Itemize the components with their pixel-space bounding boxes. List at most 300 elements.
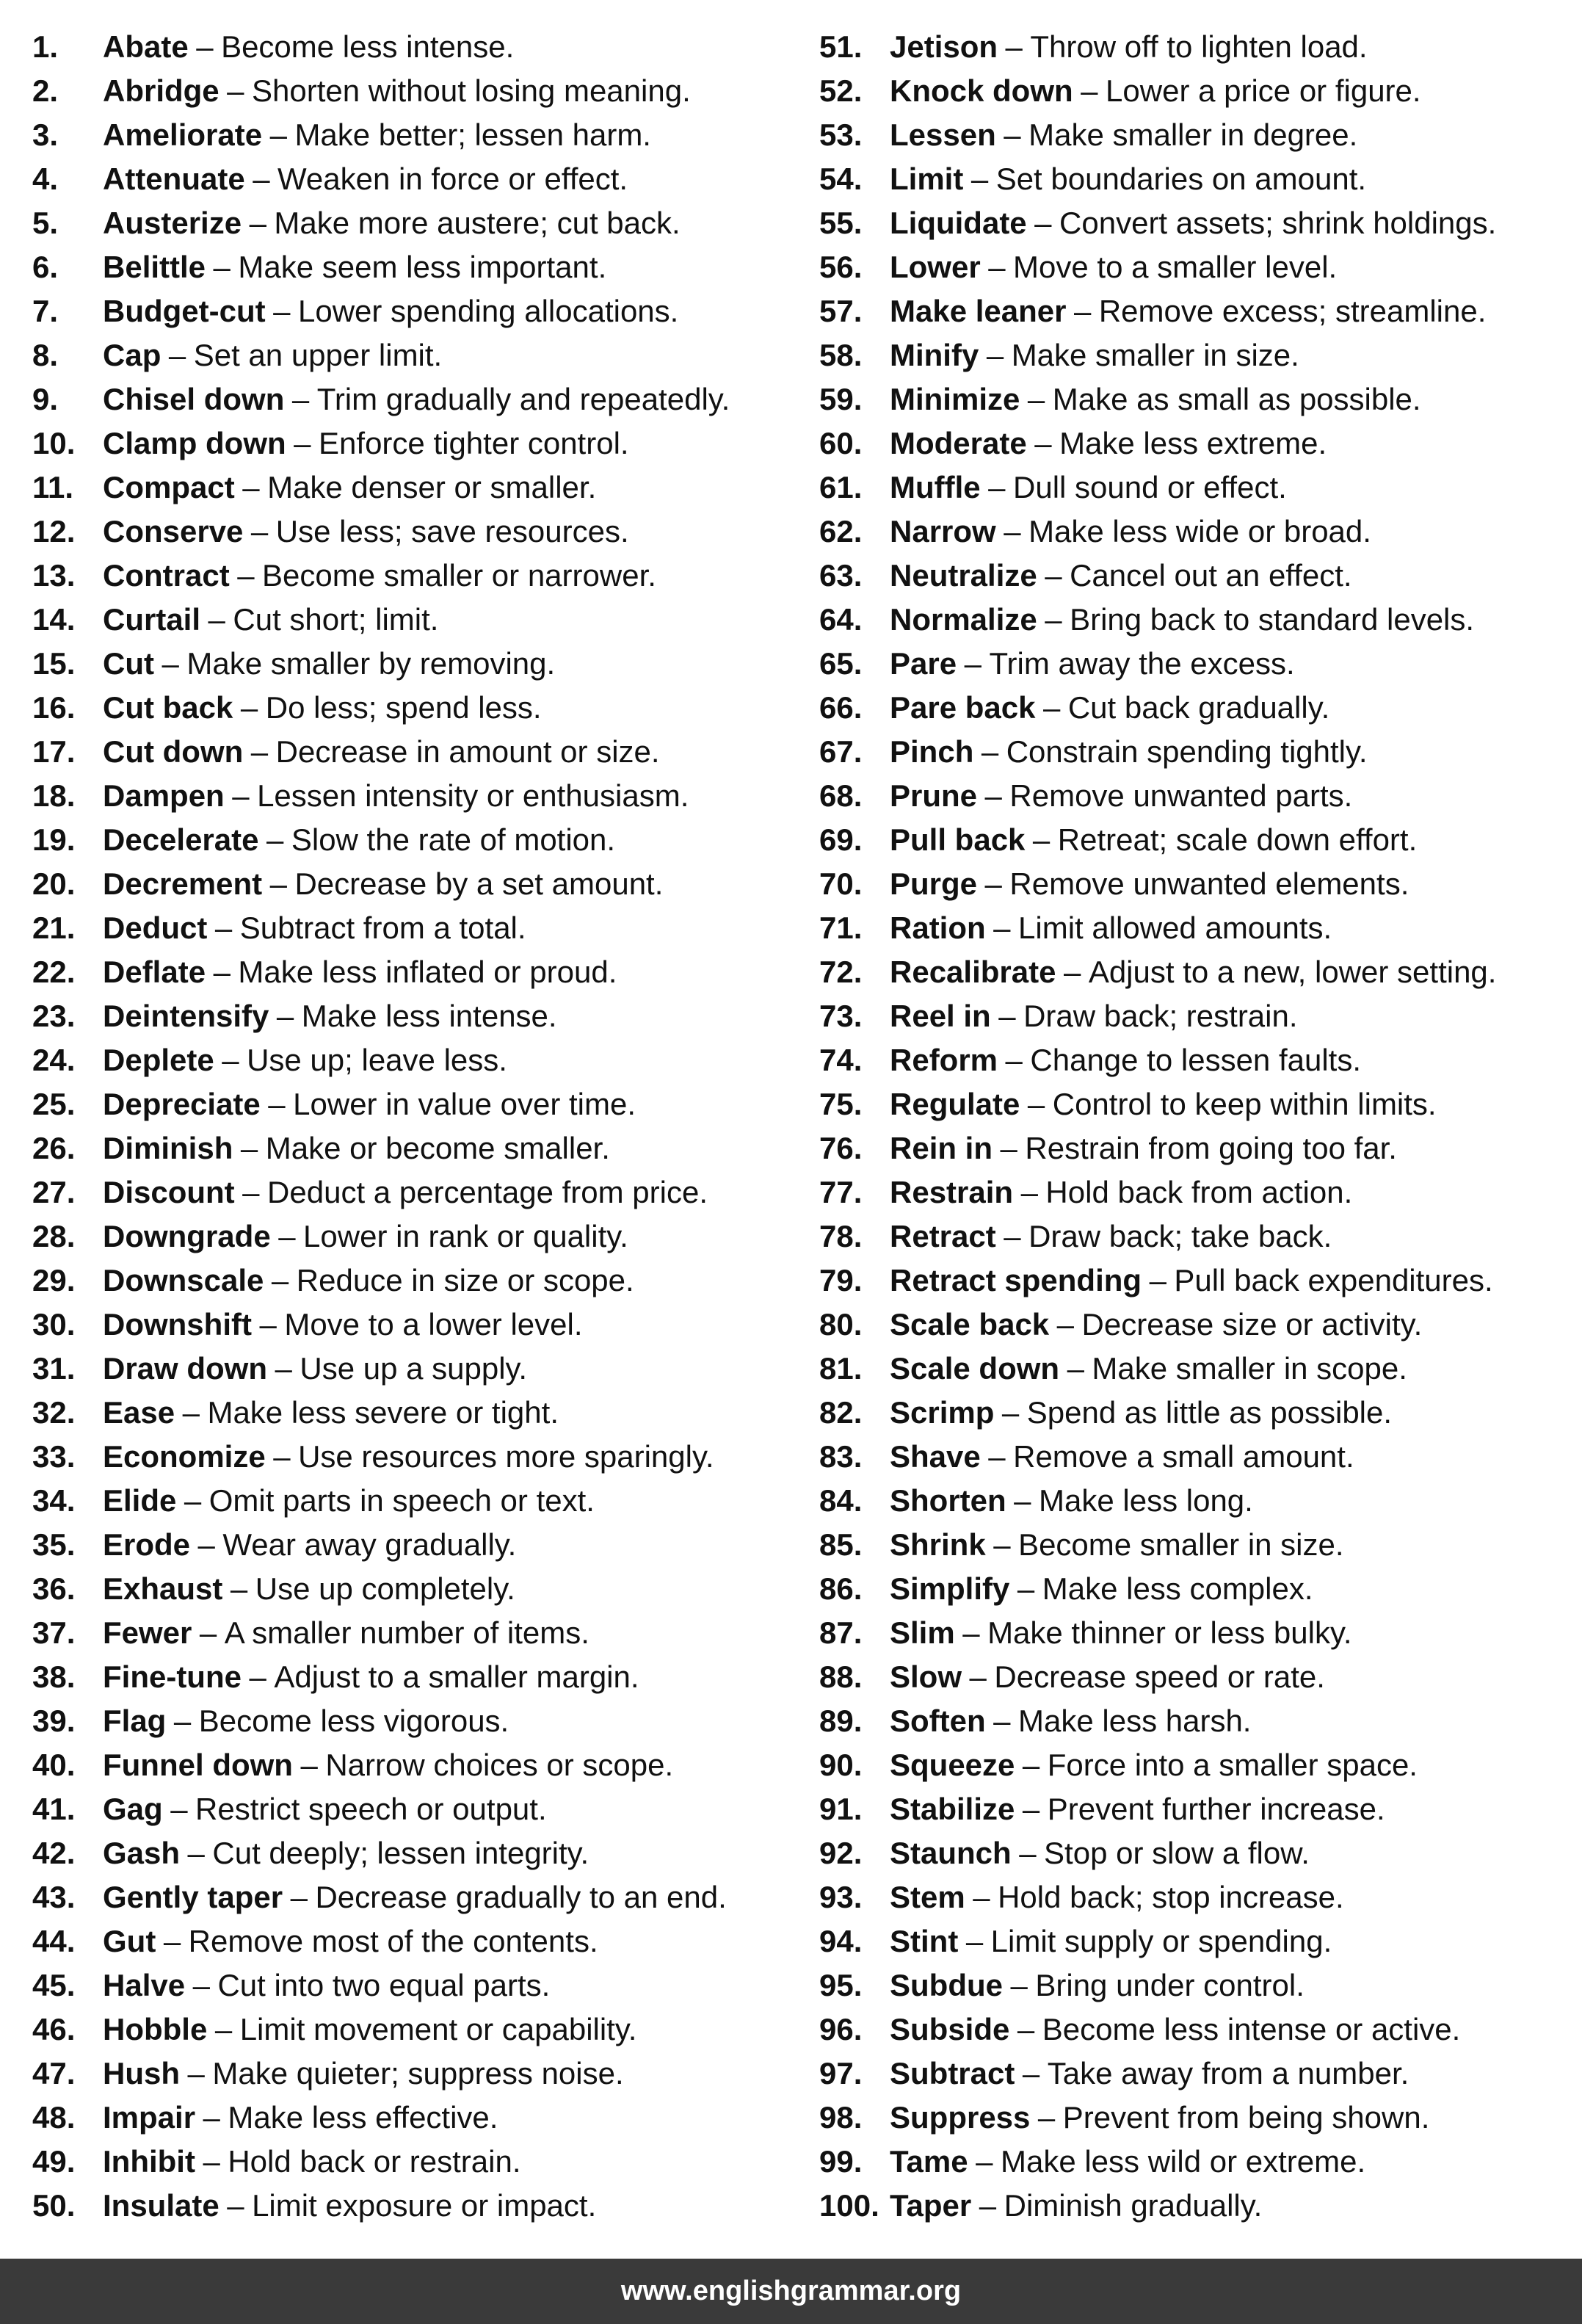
- list-item: [819, 1699, 1559, 1743]
- list-item: [819, 377, 1559, 421]
- item-definition: Make less extreme.: [1059, 426, 1327, 460]
- item-term: Pare back: [890, 690, 1036, 725]
- list-item: [32, 2096, 819, 2140]
- list-item: [819, 730, 1559, 774]
- item-term: Muffle: [890, 470, 981, 504]
- item-number: 49.: [32, 2144, 76, 2179]
- item-term: Fewer: [103, 1615, 192, 1650]
- item-definition: Remove unwanted elements.: [1009, 866, 1409, 901]
- item-number: 90.: [819, 1748, 863, 1782]
- item-definition: Make thinner or less bulky.: [987, 1615, 1352, 1650]
- item-number: 35.: [32, 1527, 76, 1562]
- item-number: 78.: [819, 1219, 863, 1253]
- item-number: 62.: [819, 514, 863, 549]
- list-item: [32, 2140, 819, 2184]
- list-item: [32, 1391, 819, 1435]
- item-separator: –: [964, 646, 982, 681]
- list-item: [819, 1523, 1559, 1567]
- website-link[interactable]: www.englishgrammar.org: [620, 2276, 962, 2306]
- list-item: [32, 994, 819, 1038]
- item-term: Draw down: [103, 1351, 268, 1386]
- item-separator: –: [988, 250, 1006, 284]
- item-separator: –: [214, 2012, 233, 2046]
- list-item: [32, 554, 819, 598]
- item-number: 54.: [819, 162, 863, 196]
- item-definition: Make more austere; cut back.: [274, 206, 681, 240]
- list-item: [819, 1391, 1559, 1435]
- list-item: [32, 157, 819, 201]
- list-item: [32, 1743, 819, 1787]
- item-term: Depreciate: [103, 1087, 261, 1121]
- list-item: [819, 2008, 1559, 2052]
- item-definition: Set an upper limit.: [193, 338, 443, 372]
- item-number: 28.: [32, 1219, 76, 1253]
- item-term: Cap: [103, 338, 162, 372]
- item-separator: –: [984, 866, 1002, 901]
- item-number: 41.: [32, 1792, 76, 1826]
- item-separator: –: [1000, 1131, 1017, 1165]
- list-item: [819, 1567, 1559, 1611]
- item-separator: –: [213, 955, 231, 989]
- list-item: [819, 1787, 1559, 1831]
- item-separator: –: [273, 294, 291, 328]
- list-item: [32, 642, 819, 686]
- item-definition: Make less inflated or proud.: [238, 955, 617, 989]
- item-definition: Remove unwanted parts.: [1009, 778, 1353, 813]
- item-definition: Remove a small amount.: [1013, 1439, 1354, 1474]
- item-term: Pinch: [890, 734, 974, 769]
- item-separator: –: [273, 1439, 291, 1474]
- item-number: 19.: [32, 822, 76, 857]
- list-item: [819, 950, 1559, 994]
- item-separator: –: [1005, 1043, 1023, 1077]
- item-term: Restrain: [890, 1175, 1014, 1209]
- item-term: Dampen: [103, 778, 225, 813]
- item-separator: –: [1022, 1792, 1040, 1826]
- item-term: Liquidate: [890, 206, 1027, 240]
- item-term: Abate: [103, 29, 189, 64]
- item-number: 47.: [32, 2056, 76, 2090]
- item-definition: Spend as little as possible.: [1026, 1395, 1393, 1430]
- item-separator: –: [278, 1219, 296, 1253]
- item-definition: Make as small as possible.: [1052, 382, 1421, 416]
- item-term: Downscale: [103, 1263, 264, 1297]
- item-term: Compact: [103, 470, 235, 504]
- item-separator: –: [993, 1704, 1011, 1738]
- item-definition: Cut deeply; lessen integrity.: [212, 1836, 589, 1870]
- item-definition: Make less wild or extreme.: [1000, 2144, 1366, 2179]
- item-number: 55.: [819, 206, 863, 240]
- item-number: 77.: [819, 1175, 863, 1209]
- item-definition: Lessen intensity or enthusiasm.: [257, 778, 689, 813]
- list-item: [819, 994, 1559, 1038]
- item-term: Neutralize: [890, 558, 1037, 593]
- item-definition: Change to lessen faults.: [1030, 1043, 1362, 1077]
- item-separator: –: [240, 690, 258, 725]
- list-item: [819, 862, 1559, 906]
- item-separator: –: [232, 778, 250, 813]
- item-definition: Enforce tighter control.: [319, 426, 629, 460]
- list-item: [32, 818, 819, 862]
- item-separator: –: [1027, 1087, 1045, 1121]
- item-separator: –: [1042, 690, 1061, 725]
- item-term: Stabilize: [890, 1792, 1015, 1826]
- item-separator: –: [1022, 1748, 1040, 1782]
- item-term: Exhaust: [103, 1571, 223, 1606]
- list-item: [32, 686, 819, 730]
- item-number: 72.: [819, 955, 863, 989]
- item-separator: –: [1149, 1263, 1166, 1297]
- item-separator: –: [214, 911, 233, 945]
- item-number: 97.: [819, 2056, 863, 2090]
- item-number: 66.: [819, 690, 863, 725]
- item-number: 58.: [819, 338, 863, 372]
- item-term: Lower: [890, 250, 981, 284]
- item-definition: Draw back; take back.: [1028, 1219, 1332, 1253]
- item-definition: Trim gradually and repeatedly.: [316, 382, 730, 416]
- list-item: [32, 113, 819, 157]
- item-separator: –: [242, 470, 260, 504]
- item-definition: Throw off to lighten load.: [1030, 29, 1368, 64]
- item-definition: Become smaller in size.: [1018, 1527, 1344, 1562]
- item-number: 60.: [819, 426, 863, 460]
- list-item: [32, 1875, 819, 1919]
- item-definition: Control to keep within limits.: [1052, 1087, 1437, 1121]
- list-item: [819, 157, 1559, 201]
- list-item: [819, 1831, 1559, 1875]
- item-definition: Make less wide or broad.: [1028, 514, 1371, 549]
- item-number: 74.: [819, 1043, 863, 1077]
- item-definition: Become less intense.: [221, 29, 515, 64]
- list-item: [32, 950, 819, 994]
- item-term: Clamp down: [103, 426, 286, 460]
- item-number: 52.: [819, 73, 863, 108]
- left-column: [32, 25, 819, 2228]
- item-number: 38.: [32, 1659, 76, 1694]
- list-item: [819, 1038, 1559, 1082]
- item-number: 96.: [819, 2012, 863, 2046]
- item-number: 26.: [32, 1131, 76, 1165]
- item-number: 27.: [32, 1175, 76, 1209]
- list-item: [32, 466, 819, 510]
- item-term: Deflate: [103, 955, 206, 989]
- item-definition: Decrease by a set amount.: [294, 866, 664, 901]
- item-definition: Become less vigorous.: [198, 1704, 509, 1738]
- list-item: [819, 642, 1559, 686]
- item-definition: Make seem less important.: [238, 250, 607, 284]
- item-number: 13.: [32, 558, 76, 593]
- list-item: [32, 1567, 819, 1611]
- item-term: Squeeze: [890, 1748, 1015, 1782]
- list-item: [819, 1963, 1559, 2008]
- item-number: 87.: [819, 1615, 863, 1650]
- item-definition: Make quieter; suppress noise.: [212, 2056, 624, 2090]
- item-separator: –: [182, 1395, 200, 1430]
- list-item: [819, 2052, 1559, 2096]
- list-item: [32, 1831, 819, 1875]
- item-term: Scrimp: [890, 1395, 995, 1430]
- item-term: Shorten: [890, 1483, 1006, 1518]
- item-separator: –: [1022, 2056, 1040, 2090]
- item-number: 30.: [32, 1307, 76, 1342]
- item-separator: –: [1004, 514, 1021, 549]
- item-number: 45.: [32, 1968, 76, 2002]
- item-separator: –: [998, 999, 1016, 1033]
- item-definition: Become smaller or narrower.: [262, 558, 656, 593]
- item-separator: –: [984, 778, 1002, 813]
- item-term: Knock down: [890, 73, 1073, 108]
- item-separator: –: [969, 1659, 987, 1694]
- item-definition: Diminish gradually.: [1004, 2188, 1263, 2223]
- item-number: 83.: [819, 1439, 863, 1474]
- item-term: Rein in: [890, 1131, 993, 1165]
- item-definition: Draw back; restrain.: [1023, 999, 1298, 1033]
- item-definition: Prevent further increase.: [1047, 1792, 1385, 1826]
- item-definition: Retreat; scale down effort.: [1057, 822, 1418, 857]
- item-number: 82.: [819, 1395, 863, 1430]
- item-number: 68.: [819, 778, 863, 813]
- item-number: 36.: [32, 1571, 76, 1606]
- item-term: Slim: [890, 1615, 955, 1650]
- item-term: Gash: [103, 1836, 181, 1870]
- list-item: [819, 333, 1559, 377]
- item-separator: –: [1019, 1836, 1037, 1870]
- list-item: [819, 2096, 1559, 2140]
- item-separator: –: [208, 602, 225, 637]
- item-separator: –: [988, 1439, 1006, 1474]
- item-separator: –: [1014, 1483, 1031, 1518]
- item-term: Inhibit: [103, 2144, 195, 2179]
- item-number: 37.: [32, 1615, 76, 1650]
- list-item: [32, 333, 819, 377]
- list-item: [32, 1919, 819, 1963]
- list-item: [32, 1787, 819, 1831]
- list-item: [819, 1919, 1559, 1963]
- item-number: 65.: [819, 646, 863, 681]
- list-item: [819, 686, 1559, 730]
- item-term: Subtract: [890, 2056, 1015, 2090]
- item-term: Diminish: [103, 1131, 233, 1165]
- item-separator: –: [1034, 206, 1052, 240]
- item-separator: –: [986, 338, 1004, 372]
- item-term: Minify: [890, 338, 979, 372]
- item-term: Reel in: [890, 999, 991, 1033]
- item-number: 16.: [32, 690, 76, 725]
- list-item: [32, 2184, 819, 2228]
- item-definition: Make less long.: [1039, 1483, 1253, 1518]
- item-definition: Cut short; limit.: [233, 602, 439, 637]
- item-definition: Lower spending allocations.: [298, 294, 679, 328]
- list-item: [819, 25, 1559, 69]
- item-separator: –: [993, 911, 1011, 945]
- item-separator: –: [1004, 117, 1021, 152]
- item-term: Chisel down: [103, 382, 285, 416]
- item-definition: Make less effective.: [228, 2100, 498, 2135]
- item-number: 6.: [32, 250, 59, 284]
- item-separator: –: [240, 1131, 258, 1165]
- list-item: [819, 1170, 1559, 1215]
- item-separator: –: [222, 1043, 239, 1077]
- item-definition: Weaken in force or effect.: [277, 162, 628, 196]
- item-term: Impair: [103, 2100, 196, 2135]
- item-number: 29.: [32, 1263, 76, 1297]
- item-separator: –: [249, 1659, 266, 1694]
- list-item: [819, 1875, 1559, 1919]
- item-number: 4.: [32, 162, 59, 196]
- item-separator: –: [1056, 1307, 1075, 1342]
- item-separator: –: [294, 426, 311, 460]
- list-item: [819, 466, 1559, 510]
- item-definition: Dull sound or effect.: [1013, 470, 1287, 504]
- right-column: [819, 25, 1559, 2228]
- item-definition: Hold back from action.: [1045, 1175, 1353, 1209]
- list-item: [32, 862, 819, 906]
- item-definition: Become less intense or active.: [1042, 2012, 1461, 2046]
- item-term: Erode: [103, 1527, 191, 1562]
- item-number: 7.: [32, 294, 59, 328]
- item-term: Economize: [103, 1439, 266, 1474]
- item-term: Gag: [103, 1792, 163, 1826]
- item-definition: Shorten without losing meaning.: [252, 73, 691, 108]
- item-definition: Wear away gradually.: [222, 1527, 517, 1562]
- item-number: 34.: [32, 1483, 76, 1518]
- list-item: [32, 1347, 819, 1391]
- list-item: [32, 1082, 819, 1126]
- list-item: [32, 1523, 819, 1567]
- item-separator: –: [962, 1615, 980, 1650]
- item-number: 91.: [819, 1792, 863, 1826]
- item-separator: –: [227, 73, 244, 108]
- item-number: 10.: [32, 426, 76, 460]
- item-number: 33.: [32, 1439, 76, 1474]
- item-number: 99.: [819, 2144, 863, 2179]
- item-number: 18.: [32, 778, 76, 813]
- list-item: [32, 421, 819, 466]
- item-definition: Make smaller in degree.: [1028, 117, 1358, 152]
- item-number: 88.: [819, 1659, 863, 1694]
- item-definition: Omit parts in speech or text.: [208, 1483, 595, 1518]
- item-separator: –: [242, 1175, 260, 1209]
- item-number: 8.: [32, 338, 59, 372]
- item-separator: –: [275, 1351, 292, 1386]
- list-item: [32, 1611, 819, 1655]
- item-separator: –: [300, 1748, 318, 1782]
- item-number: 39.: [32, 1704, 76, 1738]
- item-number: 15.: [32, 646, 76, 681]
- item-definition: Lower a price or figure.: [1106, 73, 1421, 108]
- item-term: Gently taper: [103, 1880, 283, 1914]
- item-number: 51.: [819, 29, 863, 64]
- list-item: [819, 1215, 1559, 1259]
- item-number: 17.: [32, 734, 76, 769]
- item-number: 9.: [32, 382, 59, 416]
- item-number: 67.: [819, 734, 863, 769]
- item-term: Ameliorate: [103, 117, 263, 152]
- item-term: Pare: [890, 646, 957, 681]
- item-number: 81.: [819, 1351, 863, 1386]
- list-item: [32, 1038, 819, 1082]
- item-term: Simplify: [890, 1571, 1010, 1606]
- item-number: 3.: [32, 117, 59, 152]
- item-definition: Decrease in amount or size.: [275, 734, 660, 769]
- item-definition: Make smaller in scope.: [1092, 1351, 1407, 1386]
- item-separator: –: [192, 1968, 210, 2002]
- item-definition: Make smaller in size.: [1011, 338, 1299, 372]
- item-definition: Limit exposure or impact.: [252, 2188, 597, 2223]
- item-definition: Deduct a percentage from price.: [267, 1175, 708, 1209]
- item-number: 23.: [32, 999, 76, 1033]
- item-term: Gut: [103, 1924, 156, 1958]
- item-definition: Prevent from being shown.: [1062, 2100, 1430, 2135]
- item-number: 40.: [32, 1748, 76, 1782]
- item-number: 89.: [819, 1704, 863, 1738]
- item-number: 46.: [32, 2012, 76, 2046]
- item-separator: –: [184, 1483, 202, 1518]
- item-definition: Constrain spending tightly.: [1006, 734, 1368, 769]
- item-term: Lessen: [890, 117, 996, 152]
- item-separator: –: [973, 1880, 990, 1914]
- item-definition: Convert assets; shrink holdings.: [1059, 206, 1497, 240]
- list-item: [32, 245, 819, 289]
- item-term: Flag: [103, 1704, 167, 1738]
- item-definition: Move to a smaller level.: [1013, 250, 1338, 284]
- item-number: 31.: [32, 1351, 76, 1386]
- list-item: [819, 289, 1559, 333]
- item-definition: Stop or slow a flow.: [1044, 1836, 1310, 1870]
- item-term: Slow: [890, 1659, 962, 1694]
- item-number: 86.: [819, 1571, 863, 1606]
- item-number: 14.: [32, 602, 76, 637]
- item-term: Elide: [103, 1483, 177, 1518]
- list-item: [819, 510, 1559, 554]
- item-number: 2.: [32, 73, 59, 108]
- list-item: [819, 2140, 1559, 2184]
- item-term: Stem: [890, 1880, 965, 1914]
- item-term: Moderate: [890, 426, 1027, 460]
- item-separator: –: [269, 117, 287, 152]
- item-term: Suppress: [890, 2100, 1031, 2135]
- item-number: 95.: [819, 1968, 863, 2002]
- item-separator: –: [1004, 1219, 1021, 1253]
- item-definition: Force into a smaller space.: [1047, 1748, 1418, 1782]
- item-separator: –: [266, 822, 284, 857]
- item-separator: –: [976, 2144, 993, 2179]
- item-term: Conserve: [103, 514, 244, 549]
- item-definition: Lower in value over time.: [293, 1087, 636, 1121]
- item-number: 85.: [819, 1527, 863, 1562]
- item-number: 5.: [32, 206, 59, 240]
- item-number: 24.: [32, 1043, 76, 1077]
- item-definition: Restrain from going too far.: [1025, 1131, 1397, 1165]
- item-definition: Trim away the excess.: [989, 646, 1295, 681]
- item-number: 92.: [819, 1836, 863, 1870]
- item-separator: –: [1027, 382, 1045, 416]
- item-separator: –: [965, 1924, 984, 1958]
- item-term: Limit: [890, 162, 964, 196]
- item-separator: –: [203, 2100, 220, 2135]
- item-definition: A smaller number of items.: [224, 1615, 589, 1650]
- item-term: Taper: [890, 2188, 972, 2223]
- item-term: Shave: [890, 1439, 981, 1474]
- item-definition: Make less harsh.: [1018, 1704, 1252, 1738]
- list-item: [819, 69, 1559, 113]
- item-term: Subside: [890, 2012, 1010, 2046]
- word-list-columns: [32, 25, 1559, 2228]
- item-separator: –: [163, 1924, 181, 1958]
- list-item: [32, 1303, 819, 1347]
- item-number: 93.: [819, 1880, 863, 1914]
- item-separator: –: [1020, 1175, 1038, 1209]
